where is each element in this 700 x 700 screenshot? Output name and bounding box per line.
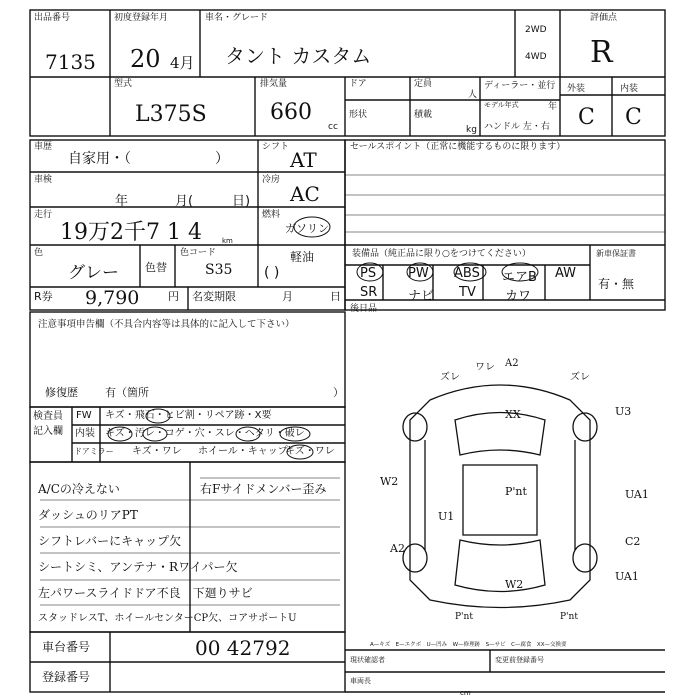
insp-month: 月(	[175, 194, 194, 209]
repair-value: 有（箇所	[105, 386, 149, 399]
color-value: グレー	[68, 263, 119, 283]
diagram-legend: A—キズ E—エクボ U—凹み W—修理跡 S—サビ C—腐食 XX—交換要	[370, 642, 567, 648]
diagram-mark-pnt-roof: P'nt	[505, 485, 527, 498]
reg-year: 20	[130, 45, 161, 73]
equip-airbag: エアB	[502, 270, 537, 285]
diagram-mark-u3: U3	[615, 405, 632, 418]
fuel-gasoline: ガソリン	[285, 222, 329, 235]
diagram-mark-zure-left: ズレ	[440, 372, 460, 383]
disp-value: 660	[270, 100, 312, 125]
equip-aw: AW	[555, 266, 577, 281]
diagram-mark-w2-rear: W2	[505, 578, 524, 591]
diagram-mark-pnt-rear2: P'nt	[560, 612, 578, 622]
title-month: 月	[282, 290, 293, 303]
diagram-mark-zure-right: ズレ	[570, 372, 590, 383]
wheel-head: ホイール・キャップ	[198, 446, 288, 457]
shift-label: シフト	[262, 142, 290, 152]
drive-4wd: 4WD	[525, 52, 547, 62]
diagram-mark-c2: C2	[625, 535, 641, 548]
recycle-value: 9,790	[85, 287, 140, 309]
equip-ps: PS	[360, 266, 377, 281]
diagram-mark-ua1-right: UA1	[625, 488, 649, 501]
model-label: 型式	[114, 79, 133, 89]
diagram-mark-ua1-rear: UA1	[615, 570, 639, 583]
warranty-label: 新車保証書	[596, 249, 636, 258]
chassis-value: 00 42792	[195, 636, 291, 660]
footer-cm: cm	[460, 689, 471, 697]
load-label: 積載	[414, 110, 433, 120]
remark-6: スタッドレスT、ホイールセンターCP欠、コアサポートU	[38, 613, 297, 624]
name-label: 車名・グレード	[205, 13, 269, 23]
remark-4: シートシミ、アンテナ・Rワイパー欠	[38, 560, 238, 574]
history-label: 車歴	[34, 142, 53, 152]
footer-prev-reg: 変更前登録番号	[495, 656, 544, 664]
capacity-label: 定員	[414, 79, 433, 89]
shift-value: AT	[290, 148, 317, 172]
inspector-label-2: 記入欄	[33, 426, 63, 437]
chassis-label: 車台番号	[42, 640, 91, 654]
car-name: タント カスタム	[225, 44, 372, 68]
registration-label: 登録番号	[42, 670, 91, 684]
equipment-label: 装備品（純正品に限り○をつけてください）	[352, 249, 531, 259]
warranty-value: 有・無	[598, 277, 635, 291]
load-unit: kg	[466, 125, 477, 135]
fuel-diesel: 軽油	[290, 250, 315, 264]
diagram-mark-pnt-rear: P'nt	[455, 612, 473, 622]
remark-2: ダッシュのリアPT	[38, 508, 138, 522]
inspection-label: 車検	[34, 175, 53, 185]
remark-right: 右Fサイドメンバー歪み	[200, 482, 327, 496]
color-label: 色	[34, 248, 44, 258]
grade-label: 評価点	[590, 13, 618, 23]
title-label: 名変期限	[192, 290, 236, 303]
diagram-mark-a2-left: A2	[390, 542, 405, 555]
color-change-label: 色替	[145, 261, 167, 274]
rear-items-label: 後日品	[350, 304, 378, 314]
fuel-label: 燃料	[262, 210, 281, 220]
repair-label: 修復歴	[45, 386, 78, 399]
disp-unit: cc	[328, 122, 338, 132]
fw-items: キズ・飛石・ヒビ割・リペア跡・X要	[105, 410, 272, 421]
car-diagram	[403, 385, 597, 608]
history-value: 自家用・（ ）	[68, 151, 229, 167]
mileage-label: 走行	[34, 210, 53, 220]
recycle-unit: 円	[168, 290, 179, 303]
int-value: C	[625, 105, 642, 130]
diagram-mark-xx: XX	[505, 408, 521, 421]
color-code-value: S35	[205, 262, 233, 278]
disp-label: 排気量	[260, 79, 288, 89]
lot-label: 出品番号	[34, 13, 71, 23]
mirror-items: キズ・ワレ	[132, 446, 182, 457]
diagram-mark-a2-top: A2	[505, 358, 519, 369]
remark-5: 左パワースライドドア不良 下廻りサビ	[38, 586, 253, 600]
fw-head: FW	[76, 410, 92, 421]
equip-tv: TV	[459, 285, 476, 300]
ext-value: C	[578, 105, 595, 130]
ext-label: 外装	[567, 84, 586, 94]
footer-checker: 現状確認者	[350, 656, 385, 664]
year-unit: 年	[548, 102, 558, 112]
ac-label: 冷房	[262, 175, 281, 185]
mirror-head: ドアミラー	[74, 447, 114, 456]
grade-value: R	[590, 35, 613, 70]
repair-close: ）	[333, 386, 344, 399]
interior-items: キズ・汚レ・コゲ・穴・スレ・ヘタリ・破レ	[105, 428, 305, 439]
fuel-paren: ( )	[264, 265, 280, 281]
wheel-items: キズ・ワレ	[285, 446, 335, 457]
equip-sr: SR	[360, 285, 378, 300]
reg-label: 初度登録年月	[114, 13, 169, 23]
insp-day: 日)	[232, 194, 251, 209]
int-label: 内装	[620, 84, 639, 94]
inspector-label-1: 検査員	[33, 411, 63, 422]
ac-value: AC	[290, 182, 320, 206]
color-code-label: 色コード	[180, 248, 217, 258]
diagram-mark-w2-left: W2	[380, 475, 399, 488]
insp-year: 年	[115, 194, 129, 209]
model-value: L375S	[135, 102, 207, 127]
sales-point-label: セールスポイント（正常に機能するものに限ります）	[350, 142, 566, 152]
remark-3: シフトレバーにキャップ欠	[38, 534, 182, 548]
capacity-unit: 人	[468, 90, 478, 100]
equip-abs: ABS	[454, 266, 480, 281]
mileage-value: 19万2千7 1 4	[60, 220, 202, 245]
equip-navi: ナビ	[408, 289, 435, 304]
remark-1: A/Cの冷えない	[38, 482, 120, 496]
footer-length: 車両長	[350, 677, 371, 685]
recycle-label: R券	[34, 290, 53, 303]
door-label: ドア	[349, 79, 367, 89]
interior-head: 内装	[75, 428, 95, 439]
handle-label: ハンドル 左・右	[484, 122, 550, 132]
lot-number: 7135	[45, 50, 96, 74]
diagram-mark-ware: ワレ	[475, 362, 495, 373]
title-day: 日	[330, 290, 341, 303]
equip-leather: カワ	[505, 289, 532, 304]
reg-month: 4月	[170, 54, 195, 72]
mileage-unit: km	[222, 237, 233, 245]
modelyear-label: モデル年式	[484, 101, 519, 109]
diagram-mark-u1: U1	[438, 510, 455, 523]
drive-2wd: 2WD	[525, 25, 547, 35]
dealer-label: ディーラー・並行	[484, 81, 556, 91]
notes-label: 注意事項申告欄（不具合内容等は具体的に記入して下さい）	[38, 319, 295, 330]
shape-label: 形状	[349, 110, 368, 120]
equip-pw: PW	[408, 266, 429, 281]
